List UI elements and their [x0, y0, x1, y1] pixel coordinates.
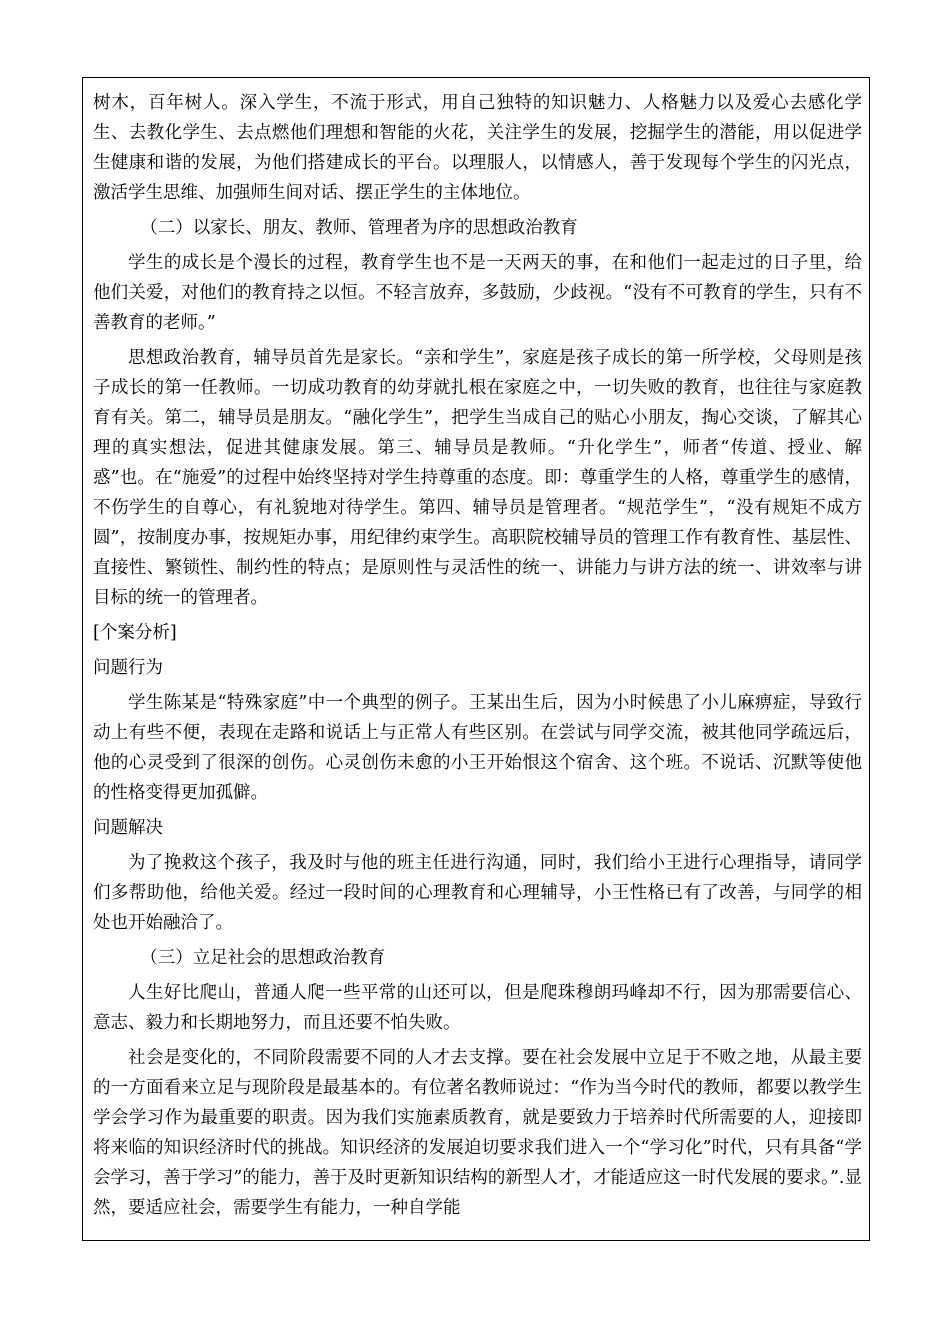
- body-paragraph: 学生陈某是“特殊家庭”中一个典型的例子。王某出生后，因为小时候患了小儿麻痹症，导致行动上有些不便，表现在走路和说话上与正常人有些区别。在尝试与同学交流，被其他同学疏远后，他的心灵受到了很深的创伤。心灵创伤未愈的小王开始恨这个宿舍、这个班。不说话、沉默等使他的性格变得更加孤僻。: [93, 693, 862, 803]
- section-heading-2: （二）以家长、朋友、教师、管理者为序的思想政治教育: [140, 218, 578, 238]
- body-paragraph: 社会是变化的，不同阶段需要不同的人才去支撑。要在社会发展中立足于不败之地，从最主要的一方面看来立足与现阶段是最基本的。有位著名教师说过：“作为当今时代的教师，都要以教学生学会学习作为最重要的职责。因为我们实施素质教育，就是要致力于培养时代所需要的人，迎接即将来临的知识经济时代的挑战。知识经济的发展迫切要求我们进入一个“学习化”时代，只有具备“学会学习，善于学习”的能力，善于及时更新知识结构的新型人才，才能适应这一时代发展的要求。”.显然，要适应社会，需要学生有能力，一种自学能: [93, 1048, 862, 1218]
- document-body: [93, 88, 862, 1228]
- body-paragraph: 为了挽救这个孩子，我及时与他的班主任进行沟通，同时，我们给小王进行心理指导，请同学们多帮助他，给他关爱。经过一段时间的心理教育和心理辅导，小王性格已有了改善，与同学的相处也开始融洽了。: [93, 853, 862, 933]
- body-paragraph: 学生的成长是个漫长的过程，教育学生也不是一天两天的事，在和他们一起走过的日子里，给他们关爱，对他们的教育持之以恒。不轻言放弃，多鼓励，少歧视。“没有不可教育的学生，只有不善教育的老师。”: [93, 253, 862, 333]
- body-paragraph: 人生好比爬山，普通人爬一些平常的山还可以，但是爬珠穆朗玛峰却不行，因为那需要信心、意志、毅力和长期地努力，而且还要不怕失败。: [93, 983, 862, 1033]
- case-analysis-label: [个案分析]: [93, 623, 177, 643]
- body-paragraph: 思想政治教育，辅导员首先是家长。“亲和学生”，家庭是孩子成长的第一所学校，父母则是孩子成长的第一任教师。一切成功教育的幼芽就扎根在家庭之中，一切失败的教育，也往往与家庭教育有关。第二，辅导员是朋友。“融化学生”，把学生当成自己的贴心小朋友，掏心交谈，了解其心理的真实想法，促进其健康发展。第三、辅导员是教师。“升化学生”，师者“传道、授业、解惑”也。在“施爱”的过程中始终坚持对学生持尊重的态度。即：尊重学生的人格，尊重学生的感情，不伤学生的自尊心，有礼貌地对待学生。第四、辅导员是管理者。“规范学生”，“没有规矩不成方圆”，按制度办事，按规矩办事，用纪律约束学生。高职院校辅导员的管理工作有教育性、基层性、直接性、繁锁性、制约性的特点；是原则性与灵活性的统一、讲能力与讲方法的统一、讲效率与讲目标的统一的管理者。: [93, 348, 862, 608]
- body-paragraph: 树木，百年树人。深入学生，不流于形式，用自己独特的知识魅力、人格魅力以及爱心去感化学生、去教化学生、去点燃他们理想和智能的火花，关注学生的发展，挖掘学生的潜能，用以促进学生健康和谐的发展，为他们搭建成长的平台。以理服人，以情感人，善于发现每个学生的闪光点，激活学生思维、加强师生间对话、摆正学生的主体地位。: [93, 93, 862, 203]
- problem-behavior-label: 问题行为: [93, 658, 163, 678]
- document-table-cell: [82, 77, 870, 1241]
- problem-solution-label: 问题解决: [93, 818, 163, 838]
- section-heading-3: （三）立足社会的思想政治教育: [140, 948, 386, 968]
